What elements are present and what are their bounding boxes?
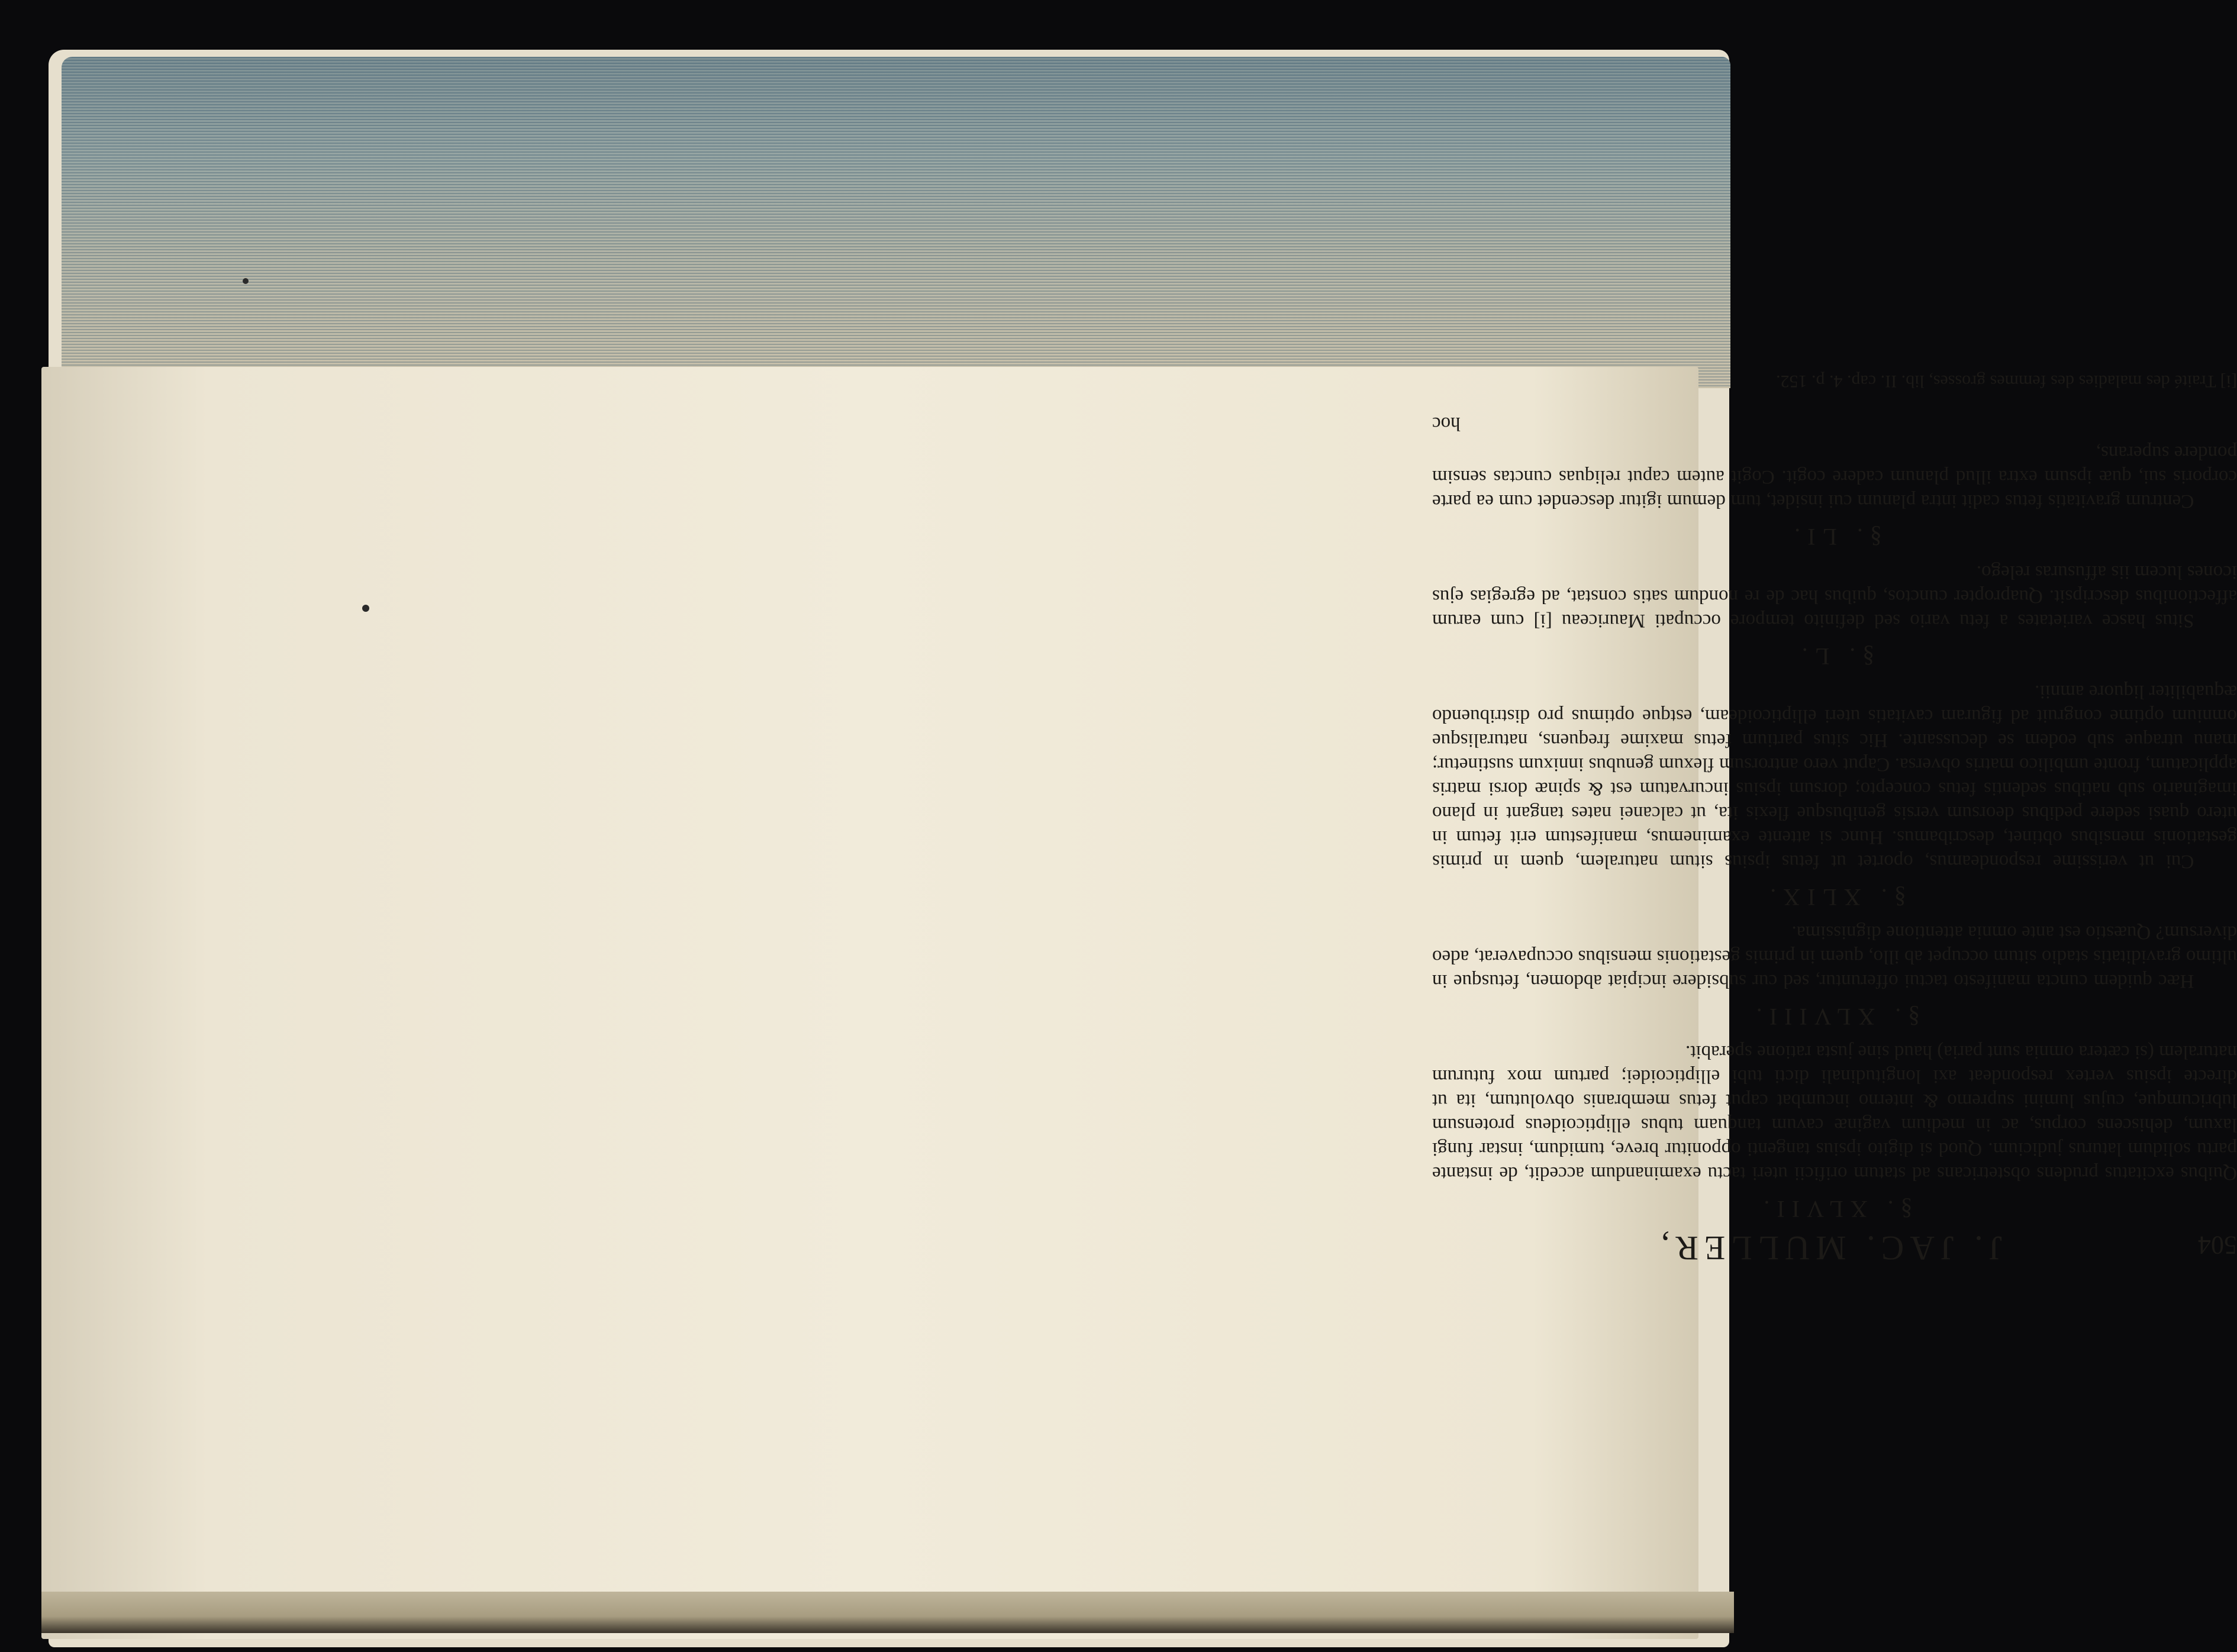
paragraph: Centrum gravitatis fetus cadit intra planum cui insidet, tum demum igitur descendet cum ea parte corporis sui, quæ ipsum extra illud planum cadere cogit. Cogit autem caput reliquas cunctas sensim pondere superans, (1432, 442, 2237, 512)
running-head: J. JAC. MULLER, (1655, 1229, 2003, 1267)
ink-spot (362, 605, 369, 612)
section-heading: §. LI. (1787, 524, 1882, 550)
catchword: hoc (1432, 413, 1461, 434)
section-heading: §. XLIX. (1763, 884, 1906, 911)
paragraph: Cui ut verissime respondeamus, oportet ut fetus ipsius situm naturalem, quem in primis gestationis mensibus obtinet, describamus. Hunc si attente examinemus, manifestum erit fetum in utero quasi sedere pedibus deorsum versis genibusque flexis ita, ut calcanei nates tangant in plano imaginario sub natibus sedentis fetus concepto; dorsum ipsius incurvatum est & spinæ dorsi matris applicatum, fronte umbilico matris obversa. Caput vero antrorsum flexum genubus innixum sustinetur; manu utraque sub eodem se decussante. Hic situs partium fetus maxime frequens, naturalisque omnium optime congruit ad figuram cavitatis uteri ellipticoideam, estque optimus pro distribuendo æquabiliter liquore amnii. (1432, 681, 2237, 872)
page-number: 504 (2198, 1231, 2237, 1260)
page-gutter (41, 1592, 1734, 1633)
paragraph: Quibus excitatus prudens obstetricans ad statum orificii uteri tactu examinandum accedit, de instante partu solidum laturus judicium. Quod si digito ipsius tangenti opponitur breve, tumidum, instar fungi laxum, dehiscens corpus, ac in medium vaginæ cavum tanquam tubus ellipticoideus protensum lubricumque, cujus lumini supremo & interno incumbat caput fetus membranis obvolutum, ita ut directe ipsius vertex respondeat axi longitudinali dicti tubi ellipticoidei; partum mox futurum naturalem (si cætera omnia sunt paria) haud sine justa ratione sperabit. (1432, 1041, 2237, 1184)
section-heading: §. XLVII. (1756, 1196, 1913, 1222)
paragraph: Hæc quidem cuncta manifesto tactui offeruntur, sed cur subsidere incipiat abdomen, fetusque in ultimo graviditatis stadio situm occupet ab illo, quem in primis gestationis mensibus occupaverat, adeo diversum? Quæstio est ante omnia attentione dignissima. (1432, 922, 2237, 992)
footnote: [i] Traité des maladies des femmes grosses, lib. II. cap. 4. p. 152. (1775, 372, 2237, 391)
paragraph: Situs hasce varietates a fetu vario sed definito tempore occupati Mauriceau [i] cum earum affectionibus descripsit. Quapropter cunctos, quibus hac de re nondum satis constat, ad egregias ejus icones lucem iis affusuras relego. (1432, 562, 2237, 631)
page-edges (62, 57, 1730, 388)
printed-page (1432, 369, 2237, 1267)
page-header (1432, 1229, 2237, 1267)
section-heading: §. XLVIII. (1749, 1004, 1920, 1030)
ink-spot (243, 278, 249, 284)
section-heading: §. L. (1794, 643, 1875, 670)
